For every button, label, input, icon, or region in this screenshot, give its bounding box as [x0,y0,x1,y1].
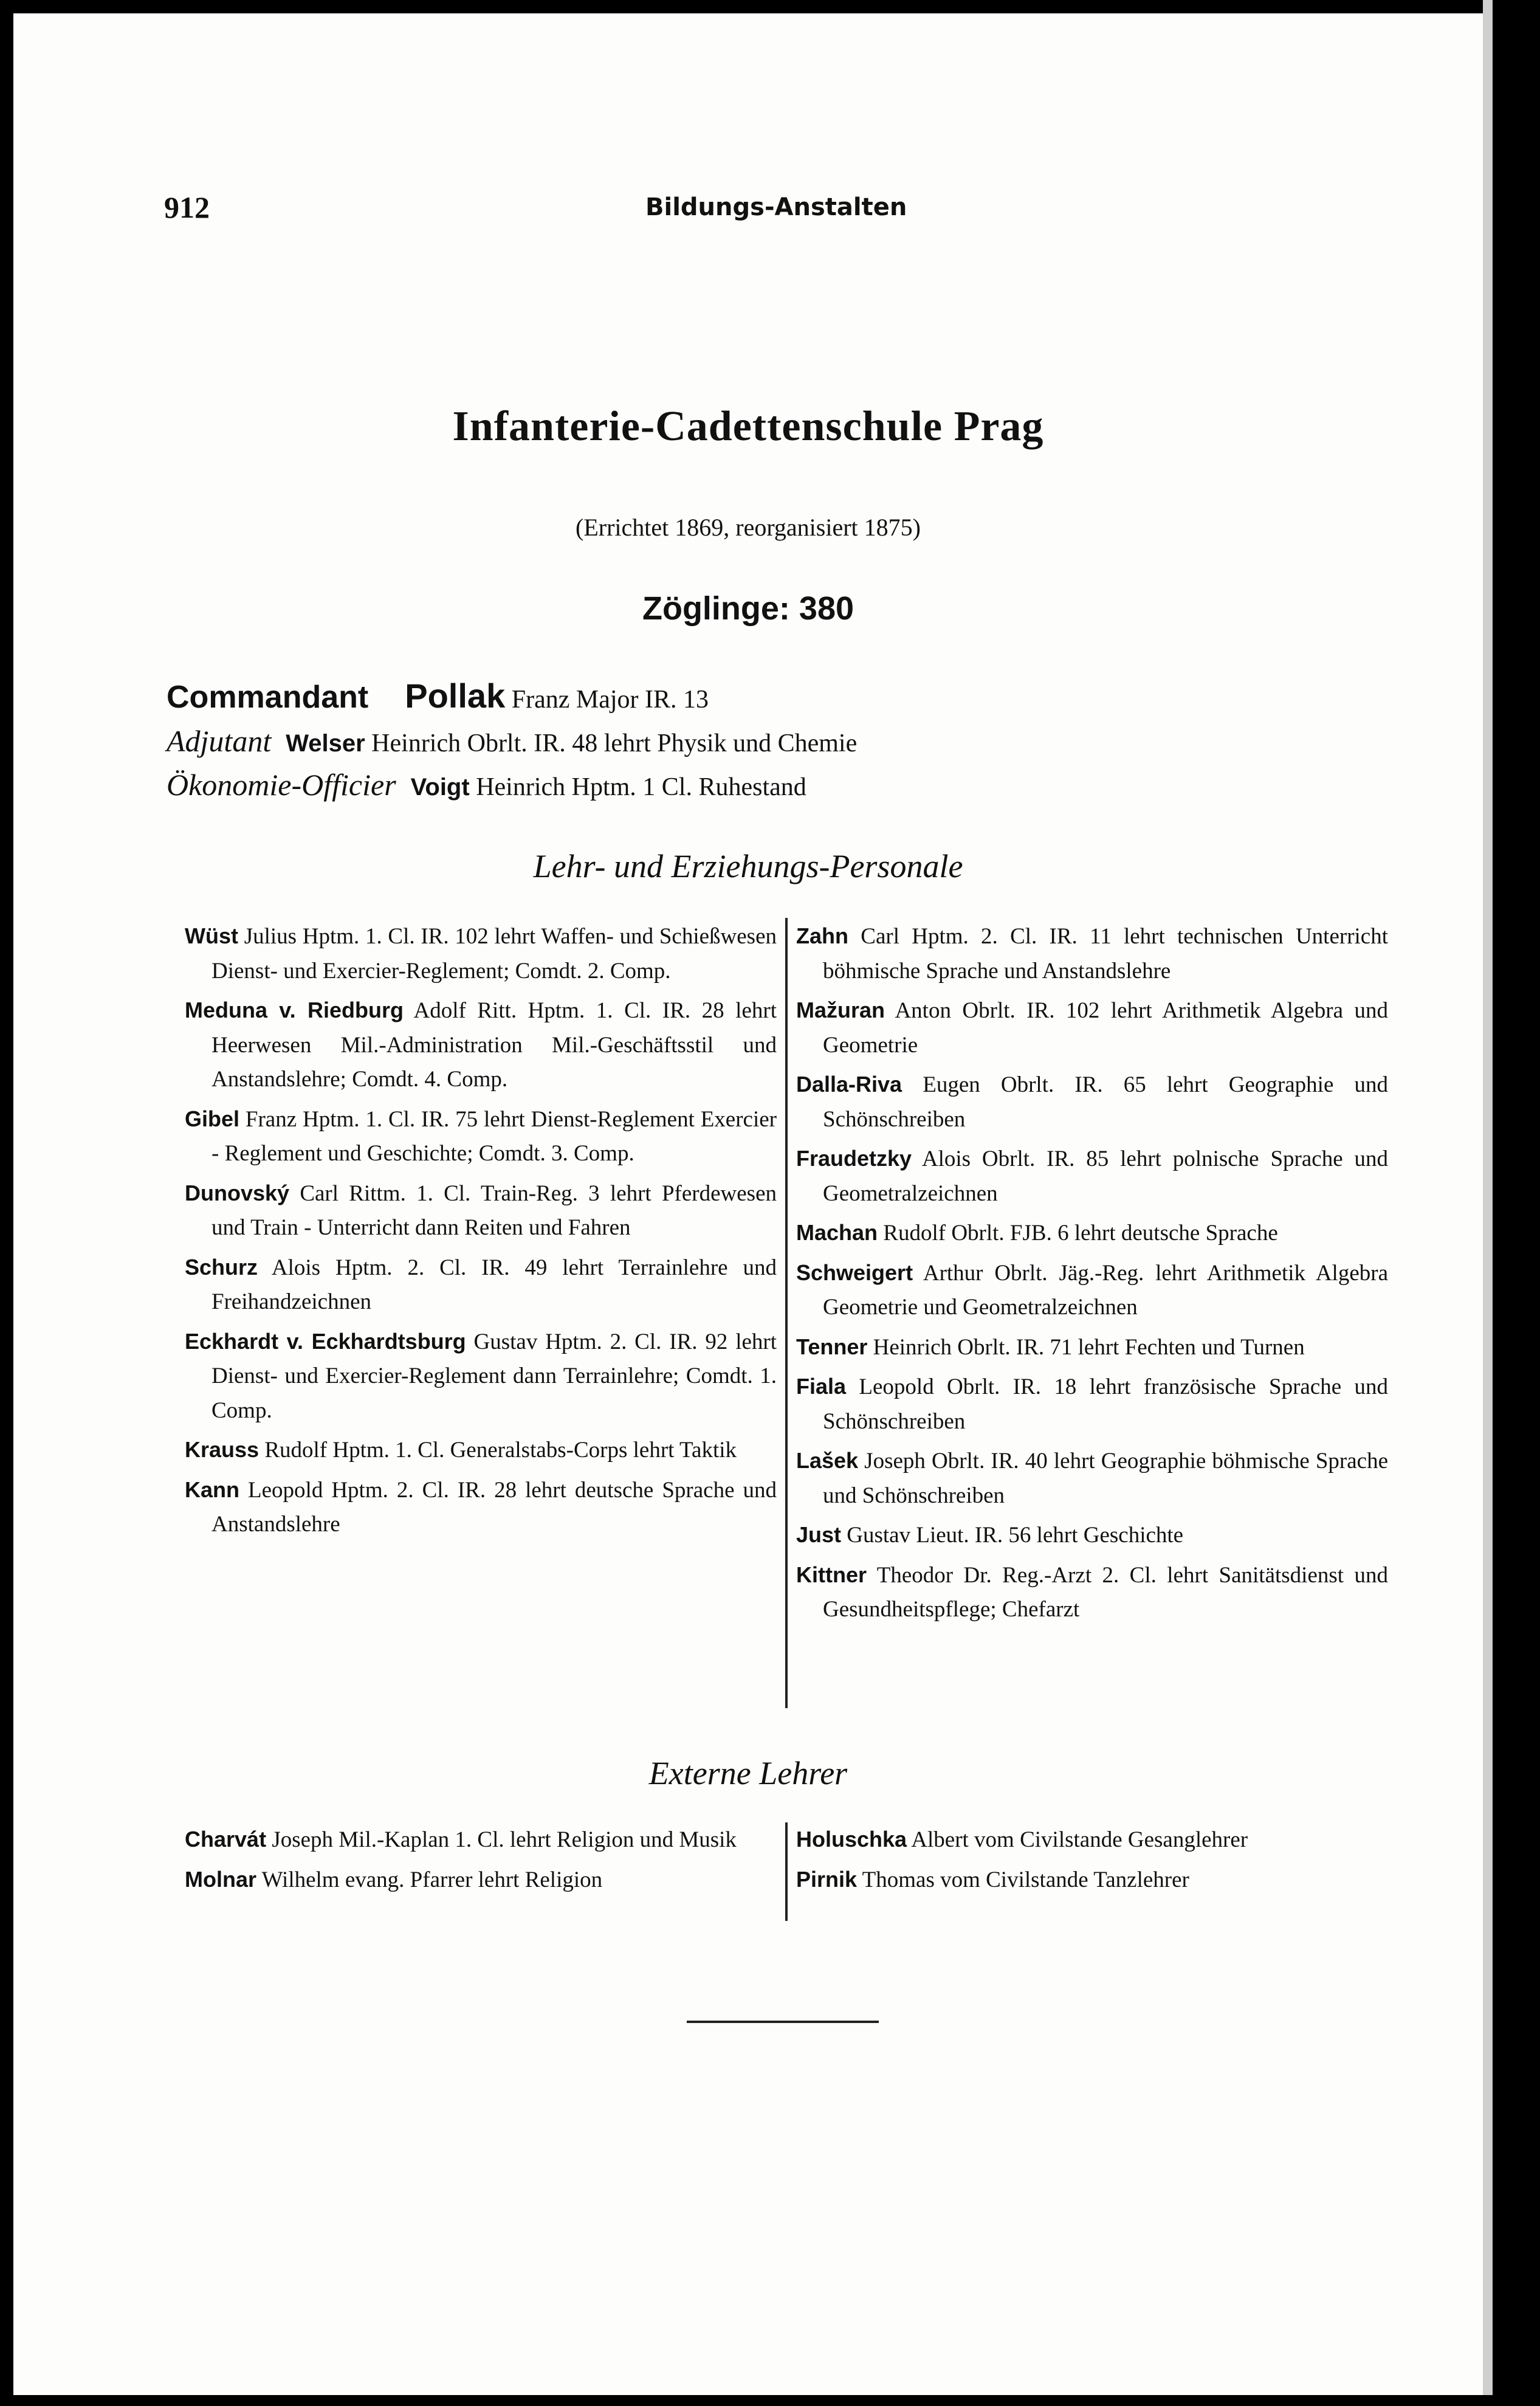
staff-line-adjutant [167,723,1382,759]
teacher-name: Machan [796,1220,878,1245]
staff-line-oekonomie [167,767,1382,802]
teacher-details: Carl Hptm. 2. Cl. IR. 11 lehrt technischen Unterricht böhmische Sprache und Anstandslehre [823,924,1388,984]
column-divider [785,1822,788,1921]
scan-border-left [0,0,13,2406]
teacher-details: Rudolf Obrlt. FJB. 6 lehrt deutsche Sprache [883,1221,1278,1246]
list-item [185,1250,777,1320]
staff-details: Heinrich Obrlt. IR. 48 lehrt Physik und Chemie [371,729,858,757]
teacher-details: Anton Obrlt. IR. 102 lehrt Arithmetik Algebra und Geometrie [823,998,1388,1058]
page-edge-shadow [1483,0,1493,2406]
teacher-name: Fiala [796,1374,847,1399]
teachers-left-column [185,919,777,1547]
teacher-details: Eugen Obrlt. IR. 65 lehrt Geographie und Schönschreiben [823,1072,1388,1132]
teacher-name: Meduna v. Riedburg [185,998,404,1022]
staff-role: Ökonomie-Officier [167,768,396,802]
staff-surname: Voigt [410,774,470,801]
teacher-details: Joseph Mil.-Kaplan 1. Cl. lehrt Religion und Musik [272,1827,737,1852]
running-title: Bildungs-Anstalten [645,193,907,221]
teacher-name: Kann [185,1477,239,1502]
teacher-name: Eckhardt v. Eckhardtsburg [185,1328,466,1354]
column-divider [785,918,788,1708]
teacher-details: Franz Hptm. 1. Cl. IR. 75 lehrt Dienst-Reglement Exercier - Reglement und Geschichte; Comdt. 3. Comp. [211,1106,777,1166]
teacher-name: Schurz [185,1254,258,1280]
list-item [796,1216,1388,1251]
teacher-name: Schweigert [796,1260,913,1285]
scan-border-right [1493,0,1540,2406]
list-item [796,919,1388,988]
teacher-name: Charvát [185,1827,267,1852]
teacher-name: Kittner [796,1562,867,1587]
teacher-name: Lašek [796,1448,859,1473]
staff-role: Commandant [167,680,369,715]
teacher-name: Pirnik [796,1866,858,1892]
teacher-details: Wilhelm evang. Pfarrer lehrt Religion [261,1867,603,1892]
list-item [796,1370,1388,1439]
list-item [796,1444,1388,1513]
teacher-details: Gustav Hptm. 2. Cl. IR. 92 lehrt Dienst- und Exercier-Reglement dann Terrainlehre; Comdt. 1. Comp. [211,1329,777,1423]
list-item [796,1558,1388,1627]
teacher-details: Heinrich Obrlt. IR. 71 lehrt Fechten und Turnen [873,1334,1305,1360]
list-item [185,1325,777,1429]
teacher-name: Gibel [185,1106,240,1131]
list-item [185,1102,777,1171]
list-item [796,1256,1388,1325]
external-right-column [796,1822,1388,1902]
staff-role: Adjutant [167,724,272,758]
teacher-name: Molnar [185,1866,257,1892]
founding-note: (Errichtet 1869, reorganisiert 1875) [576,514,921,541]
document-page [13,13,1483,2395]
teacher-details: Alois Hptm. 2. Cl. IR. 49 lehrt Terrainlehre und Freihandzeichnen [211,1255,777,1314]
list-item [185,1176,777,1246]
section-heading-external: Externe Lehrer [648,1755,848,1791]
teacher-details: Theodor Dr. Reg.-Arzt 2. Cl. lehrt Sanitätsdienst und Gesundheitspflege; Chefarzt [823,1562,1388,1622]
teacher-details: Albert vom Civilstande Gesanglehrer [911,1827,1248,1852]
teacher-name: Dunovský [185,1180,290,1205]
staff-surname: Pollak [405,677,506,715]
teacher-details: Joseph Obrlt. IR. 40 lehrt Geographie böhmische Sprache und Schönschreiben [823,1449,1388,1508]
teacher-name: Dalla-Riva [796,1072,902,1097]
list-item [796,1142,1388,1211]
teacher-name: Holuschka [796,1827,907,1852]
list-item [185,993,777,1097]
list-item [796,1330,1388,1365]
teacher-name: Krauss [185,1437,260,1462]
teacher-details: Julius Hptm. 1. Cl. IR. 102 lehrt Waffen- und Schießwesen Dienst- und Exercier-Reglement; Comdt. 2. Comp. [211,924,777,984]
staff-surname: Welser [286,730,365,757]
pupil-count: Zöglinge: 380 [642,590,854,627]
list-item [796,1863,1388,1898]
teacher-details: Alois Obrlt. IR. 85 lehrt polnische Sprache und Geometralzeichnen [823,1146,1388,1206]
teacher-name: Just [796,1522,842,1547]
teacher-name: Tenner [796,1334,868,1359]
teacher-details: Leopold Obrlt. IR. 18 lehrt französische Sprache und Schönschreiben [823,1374,1388,1434]
teacher-name: Fraudetzky [796,1146,912,1171]
teacher-details: Arthur Obrlt. Jäg.-Reg. lehrt Arithmetik Algebra Geometrie und Geometralzeichnen [823,1260,1388,1320]
teachers-right-column [796,919,1388,1632]
list-item [185,1433,777,1468]
list-item [796,1518,1388,1553]
scan-border-top [0,0,1540,13]
staff-details: Franz Major IR. 13 [511,686,709,714]
closing-rule [687,2021,879,2023]
page-number: 912 [164,190,210,224]
list-item [796,1067,1388,1137]
list-item [796,993,1388,1063]
list-item [185,1863,777,1898]
teacher-details: Rudolf Hptm. 1. Cl. Generalstabs-Corps lehrt Taktik [264,1438,737,1463]
teacher-details: Carl Rittm. 1. Cl. Train-Reg. 3 lehrt Pferdewesen und Train - Unterricht dann Reiten und Fahren [211,1181,777,1240]
teacher-details: Leopold Hptm. 2. Cl. IR. 28 lehrt deutsche Sprache und Anstandslehre [211,1477,777,1537]
section-heading-teaching: Lehr- und Erziehungs-Personale [533,848,963,884]
staff-details: Heinrich Hptm. 1 Cl. Ruhestand [476,773,806,801]
list-item [185,919,777,988]
list-item [796,1822,1388,1858]
list-item [185,1473,777,1542]
page-title: Infanterie-Cadettenschule Prag [452,403,1044,450]
staff-line-commandant [167,676,1382,715]
teacher-name: Mažuran [796,998,885,1022]
list-item [185,1822,777,1858]
teacher-name: Zahn [796,923,848,948]
teacher-name: Wüst [185,923,238,948]
teacher-details: Gustav Lieut. IR. 56 lehrt Geschichte [847,1523,1184,1548]
teacher-details: Adolf Ritt. Hptm. 1. Cl. IR. 28 lehrt Heerwesen Mil.-Administration Mil.-Geschäftsstil und Anstandslehre; Comdt. 4. Comp. [211,998,777,1092]
teacher-details: Thomas vom Civilstande Tanzlehrer [862,1867,1189,1892]
external-left-column [185,1822,777,1902]
scan-border-bottom [0,2395,1540,2406]
